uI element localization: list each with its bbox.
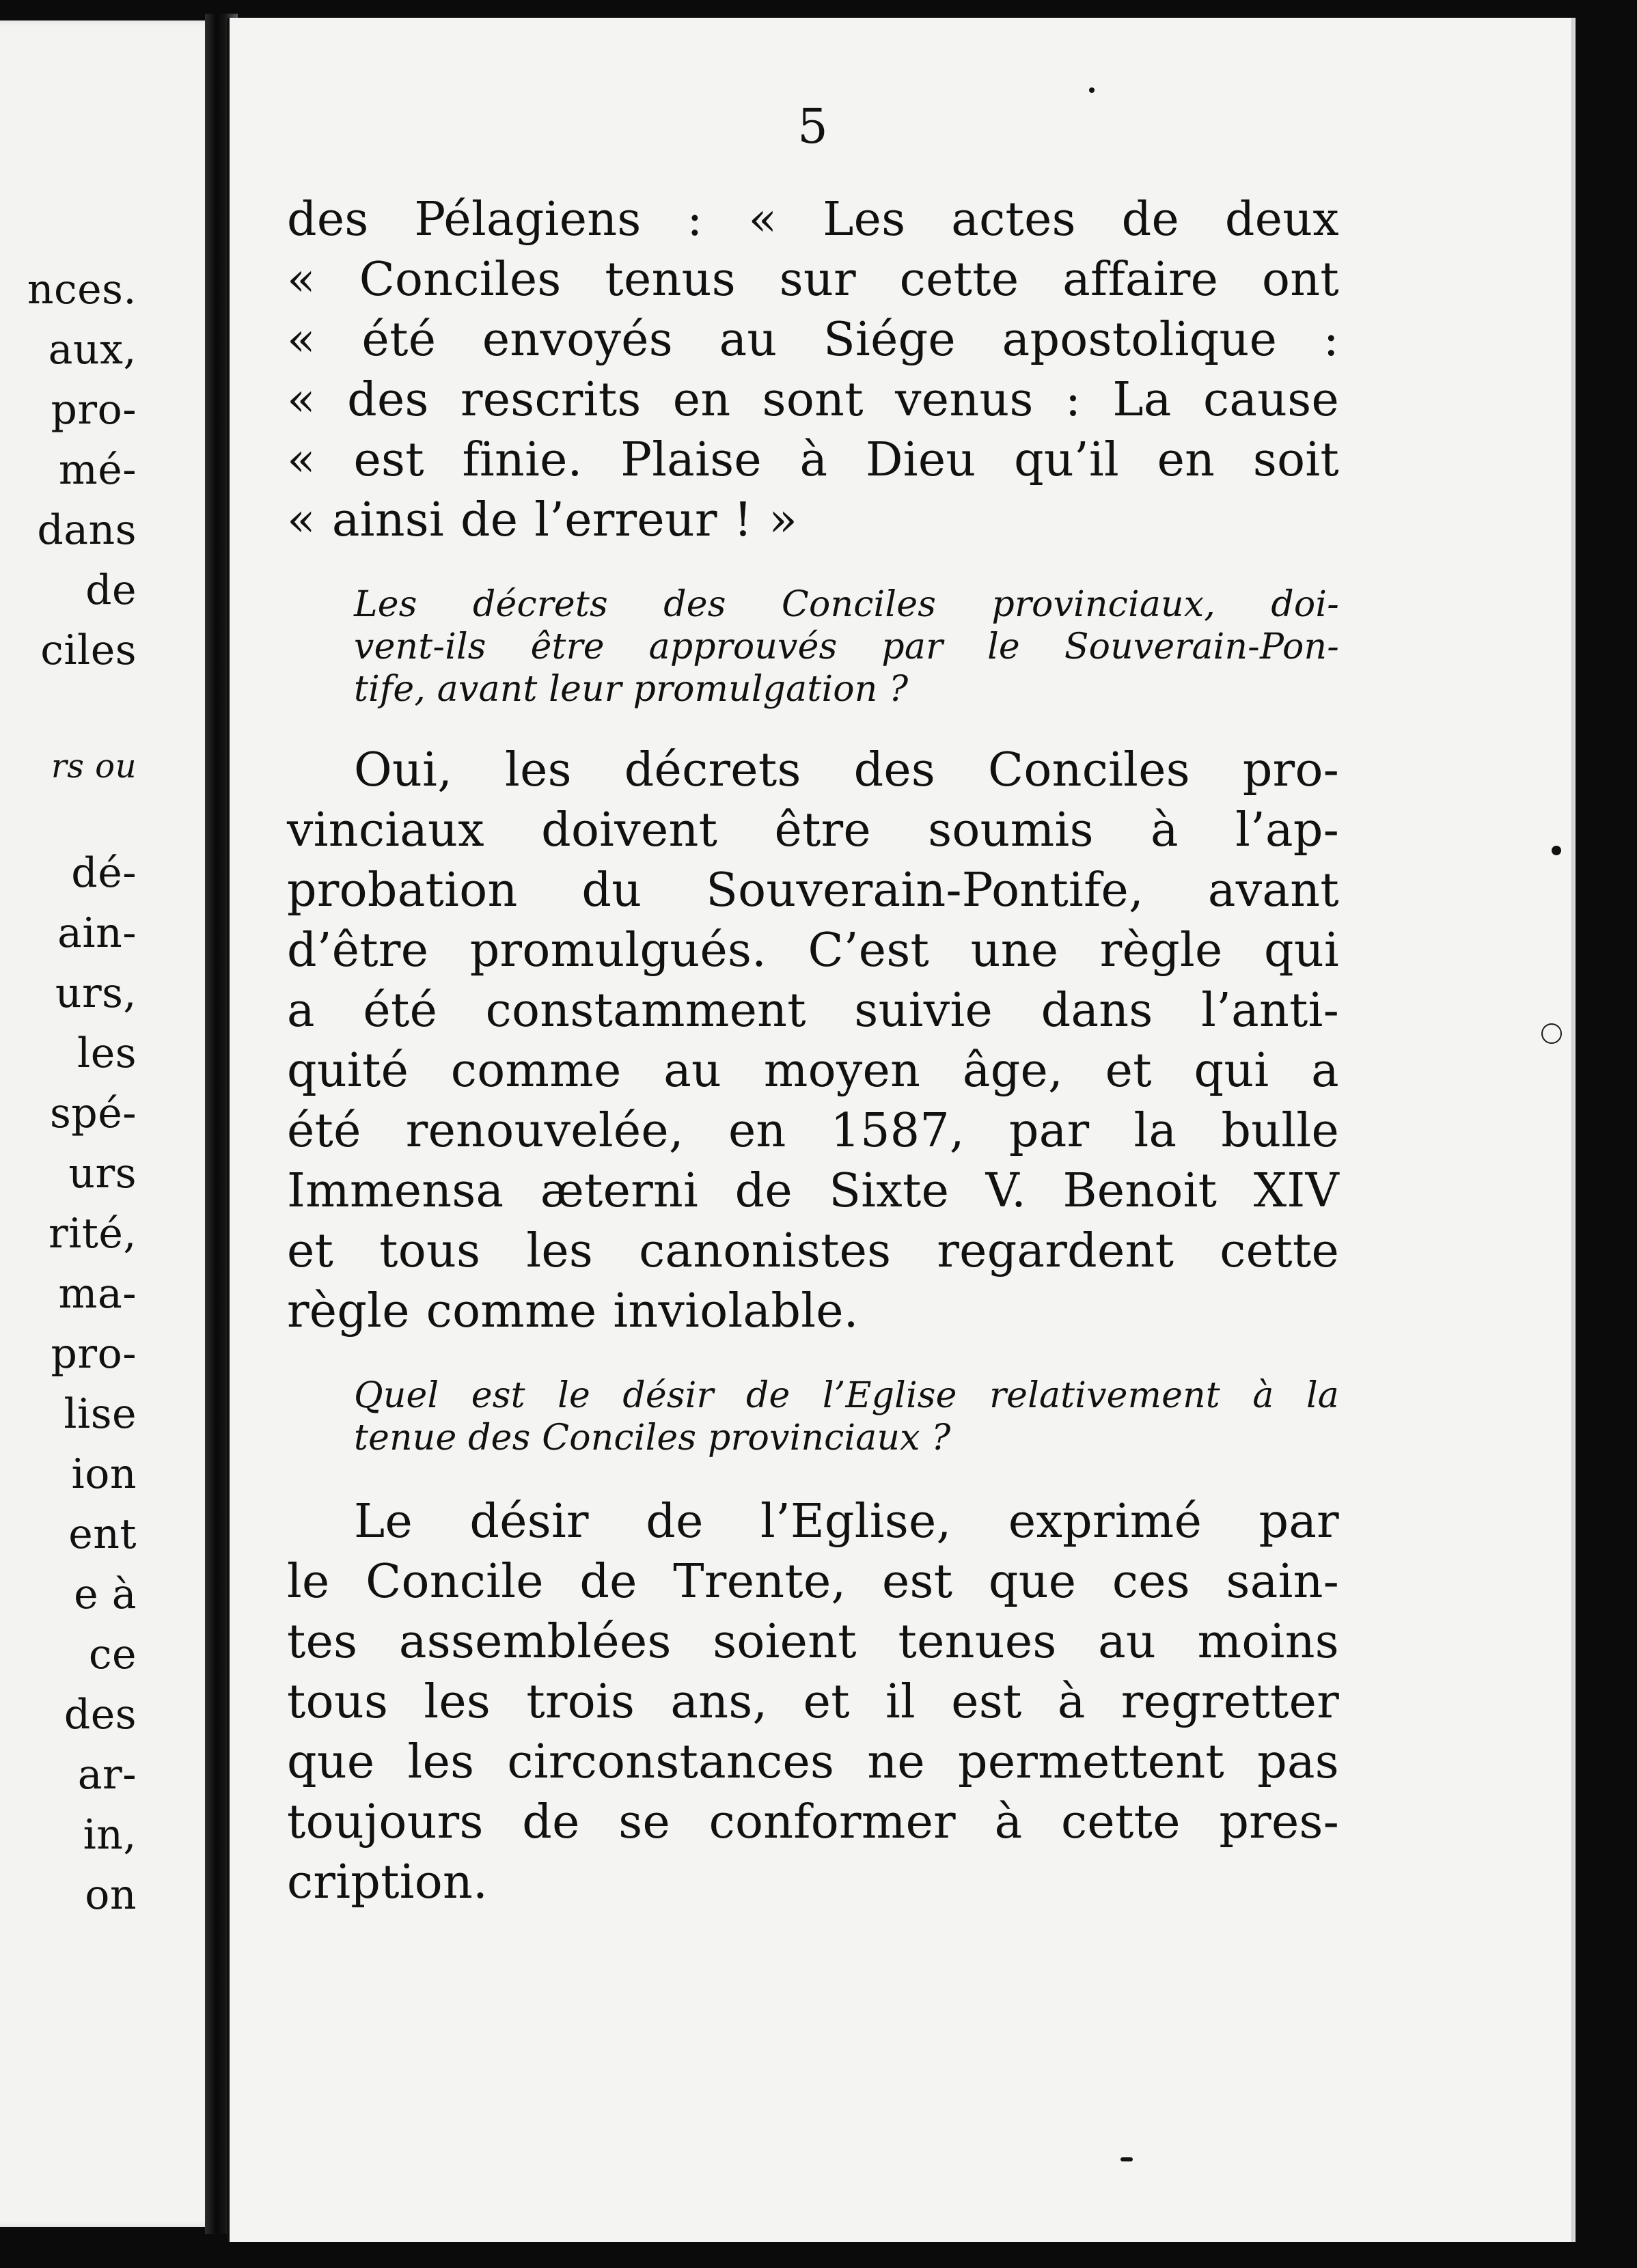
question-line: Les décrets des Conciles provinciaux, doi- [354, 584, 1339, 625]
left-page-line: aux, [48, 326, 137, 374]
answer-line: règle comme inviolable. [287, 1284, 859, 1338]
left-page-line: e à [74, 1571, 137, 1618]
left-page-line: ent [68, 1510, 137, 1558]
left-page-line: pro- [51, 1330, 137, 1378]
left-page-line: in, [83, 1811, 137, 1859]
scan-dust-mark [1089, 87, 1095, 93]
left-page-line: rs ou [51, 747, 137, 786]
answer-line: quité comme au moyen âge, et qui a [287, 1044, 1339, 1098]
left-page-line: ion [71, 1450, 137, 1498]
answer-line: Oui, les décrets des Conciles pro- [354, 743, 1339, 797]
left-page-text-column [0, 260, 137, 1925]
quotation-line: des Pélagiens : « Les actes de deux [287, 193, 1339, 247]
left-page-line: ciles [40, 626, 137, 674]
left-page-line: nces. [27, 266, 137, 314]
scan-dust-mark [1541, 1023, 1562, 1044]
answer-line: été renouvelée, en 1587, par la bulle [287, 1104, 1339, 1158]
question-heading [354, 1374, 1339, 1459]
left-page-line: dé- [71, 849, 137, 897]
answer-line: toujours de se conformer à cette pres- [287, 1795, 1339, 1849]
left-page-line: rité, [48, 1210, 137, 1258]
left-page-line: lise [64, 1390, 137, 1438]
answer-line: Le désir de l’Eglise, exprimé par [354, 1495, 1339, 1549]
left-page [0, 20, 217, 2227]
answer-paragraph [287, 741, 1339, 1342]
answer-line: le Concile de Trente, est que ces sain- [287, 1555, 1339, 1609]
left-page-line: ma- [58, 1270, 137, 1318]
page-edge-shadow [1571, 18, 1578, 2242]
quotation-line: « Conciles tenus sur cette affaire ont [287, 253, 1339, 307]
left-page-line: mé- [58, 446, 137, 494]
question-line: vent-ils être approuvés par le Souverain-Pon- [354, 626, 1339, 667]
answer-paragraph [287, 1492, 1339, 1913]
quotation-line: « ainsi de l’erreur ! » [287, 493, 798, 547]
question-heading [354, 583, 1339, 710]
answer-line: tous les trois ans, et il est à regretter [287, 1675, 1339, 1729]
left-page-line: pro- [51, 386, 137, 434]
left-page-line: dans [37, 506, 137, 554]
question-line: tenue des Conciles provinciaux ? [354, 1418, 951, 1458]
left-page-line: de [85, 566, 137, 614]
opening-quotation [287, 190, 1339, 551]
question-line: Quel est le désir de l’Eglise relativement à la [354, 1375, 1339, 1416]
scan-dust-mark [1552, 846, 1561, 855]
left-page-gap [0, 680, 137, 736]
quotation-line [287, 370, 1339, 430]
left-page-line: ain- [57, 909, 137, 957]
left-page-line: ce [88, 1631, 137, 1678]
left-page-line: les [77, 1029, 137, 1077]
left-page-line: des [64, 1691, 137, 1739]
answer-line: tes assemblées soient tenues au moins [287, 1615, 1339, 1669]
answer-line: que les circonstances ne permettent pas [287, 1735, 1339, 1789]
quotation-line-text: « des rescrits en sont venus : La cause [287, 373, 1339, 427]
left-page-line: spé- [50, 1090, 137, 1137]
answer-line: d’être promulgués. C’est une règle qui [287, 924, 1339, 978]
answer-line: probation du Souverain-Pontife, avant [287, 863, 1339, 917]
page-number: 5 [797, 98, 829, 154]
answer-line: vinciaux doivent être soumis à l’ap- [287, 803, 1339, 857]
left-page-line: urs, [55, 969, 137, 1017]
left-page-gap [0, 797, 137, 843]
answer-line: Immensa æterni de Sixte V. Benoit XIV [287, 1164, 1339, 1218]
question-line: tife, avant leur promulgation ? [354, 669, 909, 710]
left-page-line: urs [68, 1150, 137, 1198]
answer-line: cription. [287, 1855, 488, 1909]
right-page-content [287, 98, 1339, 1913]
quotation-line: « est finie. Plaise à Dieu qu’il en soit [287, 433, 1339, 487]
quotation-line: « été envoyés au Siége apostolique : [287, 313, 1339, 367]
left-page-line: on [85, 1871, 137, 1919]
answer-line: a été constamment suivie dans l’anti- [287, 984, 1339, 1038]
answer-line: et tous les canonistes regardent cette [287, 1224, 1339, 1278]
scan-dust-mark [1120, 2157, 1133, 2161]
left-page-line: ar- [77, 1751, 137, 1799]
